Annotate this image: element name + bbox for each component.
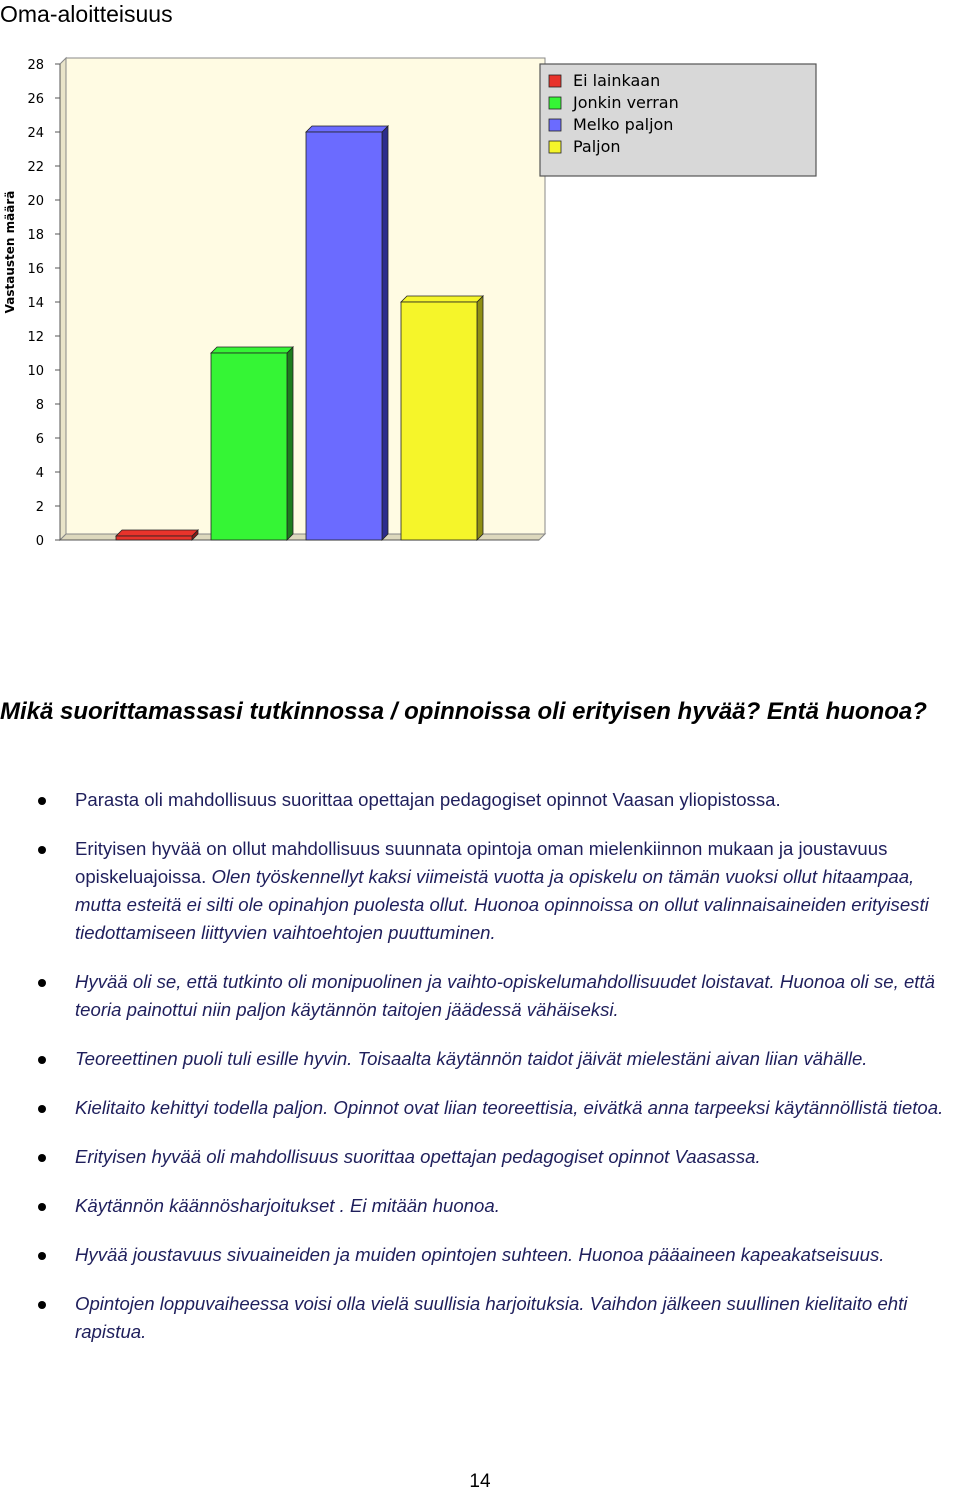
legend-swatch: [549, 119, 561, 131]
answer-item: [0, 786, 960, 814]
y-tick-label: 4: [35, 466, 44, 481]
answer-item: [0, 968, 960, 1024]
y-tick-label: 14: [27, 296, 44, 311]
legend-label: Paljon: [573, 137, 621, 156]
answer-text: Parasta oli mahdollisuus suorittaa opettajan pedagogiset opinnot Vaasan yliopistossa.: [75, 789, 781, 810]
bullet-icon: [38, 1056, 46, 1064]
bar-top: [211, 347, 293, 353]
bullet-icon: [38, 979, 46, 987]
bar-top: [116, 530, 198, 536]
bar-top: [306, 126, 388, 132]
answer-text-continued: Toisaalta käytännön taidot jäivät mielestäni aivan liian vähälle.: [357, 1048, 868, 1069]
answer-item: [0, 835, 960, 947]
bar-top: [401, 296, 483, 302]
y-tick-label: 10: [27, 364, 44, 379]
answer-text-continued: Huonoa pääaineen kapeakatseisuus.: [578, 1244, 885, 1265]
y-tick-label: 2: [35, 500, 44, 515]
answer-text: Erityisen hyvää oli mahdollisuus suorittaa opettajan pedagogiset opinnot Vaasassa.: [75, 1146, 761, 1167]
bullet-icon: [38, 1105, 46, 1113]
legend-label: Melko paljon: [573, 115, 674, 134]
answer-text-continued: Olen työskennellyt kaksi viimeistä vuotta ja opiskelu on tämän vuoksi ollut hitaampaa, mutta esteitä ei silti ole opinahjon puolesta ollut. Huonoa opinnoissa on ollut valinnaisaineiden erityisesti tiedottamiseen liittyvien vaihtoehtojen puuttuminen.: [75, 866, 929, 943]
bullet-icon: [38, 1301, 46, 1309]
answer-text-continued: Opinnot ovat liian teoreettisia, eivätkä anna tarpeeksi käytännöllistä tietoa.: [333, 1097, 944, 1118]
bullet-icon: [38, 1252, 46, 1260]
legend-label: Ei lainkaan: [573, 71, 661, 90]
bar: [211, 353, 287, 540]
answer-text: Erityisen hyvää on ollut mahdollisuus suunnata opintoja oman mielenkiinnon mukaan ja joustavuus opiskeluajoissa.: [75, 838, 888, 887]
bullet-icon: [38, 797, 46, 805]
answer-text: Opintojen loppuvaiheessa voisi olla vielä suullisia harjoituksia.: [75, 1293, 585, 1314]
answer-item: [0, 1094, 960, 1122]
answer-item: [0, 1192, 960, 1220]
plot-side-wall: [60, 58, 66, 540]
answer-text: Käytännön käännösharjoitukset .: [75, 1195, 345, 1216]
legend-label: Jonkin verran: [573, 93, 679, 112]
answers-list: [0, 786, 960, 1367]
y-axis-label: Vastausten määrä: [3, 190, 17, 314]
y-tick-label: 24: [27, 126, 44, 141]
answer-text: Hyvää oli se, että tutkinto oli monipuolinen ja vaihto-opiskelumahdollisuudet loistavat.: [75, 971, 775, 992]
y-tick-label: 8: [35, 398, 44, 413]
bar-chart: [0, 52, 830, 552]
y-tick-label: 0: [35, 534, 44, 549]
y-tick-label: 26: [27, 92, 44, 107]
answer-text-continued: Huonoa oli se, että teoria painottui niin paljon käytännön taitojen jäädessä vähäiseksi.: [75, 971, 935, 1020]
y-tick-label: 22: [27, 160, 44, 175]
bar: [401, 302, 477, 540]
question-heading: Mikä suorittamassasi tutkinnossa / opinnoissa oli erityisen hyvää? Entä huonoa?: [0, 698, 927, 725]
answer-text-continued: Vaihdon jälkeen suullinen kielitaito ehti rapistua.: [75, 1293, 908, 1342]
bullet-icon: [38, 846, 46, 854]
answer-text: Teoreettinen puoli tuli esille hyvin.: [75, 1048, 353, 1069]
bar-side: [382, 126, 388, 540]
legend-swatch: [549, 75, 561, 87]
page-number: 14: [469, 1471, 491, 1492]
y-tick-label: 18: [27, 228, 44, 243]
bullet-icon: [38, 1154, 46, 1162]
bullet-icon: [38, 1203, 46, 1211]
legend-swatch: [549, 141, 561, 153]
bar: [306, 132, 382, 540]
answer-item: [0, 1143, 960, 1171]
y-tick-label: 12: [27, 330, 44, 345]
y-tick-label: 28: [27, 58, 44, 73]
legend-swatch: [549, 97, 561, 109]
answer-text: Kielitaito kehittyi todella paljon.: [75, 1097, 329, 1118]
bar-chart-svg: [0, 52, 830, 552]
y-tick-label: 6: [35, 432, 44, 447]
section-title: Oma-aloitteisuus: [0, 1, 173, 27]
y-tick-label: 16: [27, 262, 44, 277]
answer-text-continued: Ei mitään huonoa.: [349, 1195, 500, 1216]
bar-side: [287, 347, 293, 540]
answer-item: [0, 1241, 960, 1269]
answer-text: Hyvää joustavuus sivuaineiden ja muiden opintojen suhteen.: [75, 1244, 574, 1265]
bar: [116, 536, 192, 540]
answer-item: [0, 1290, 960, 1346]
y-tick-label: 20: [27, 194, 44, 209]
answer-item: [0, 1045, 960, 1073]
bar-side: [477, 296, 483, 540]
